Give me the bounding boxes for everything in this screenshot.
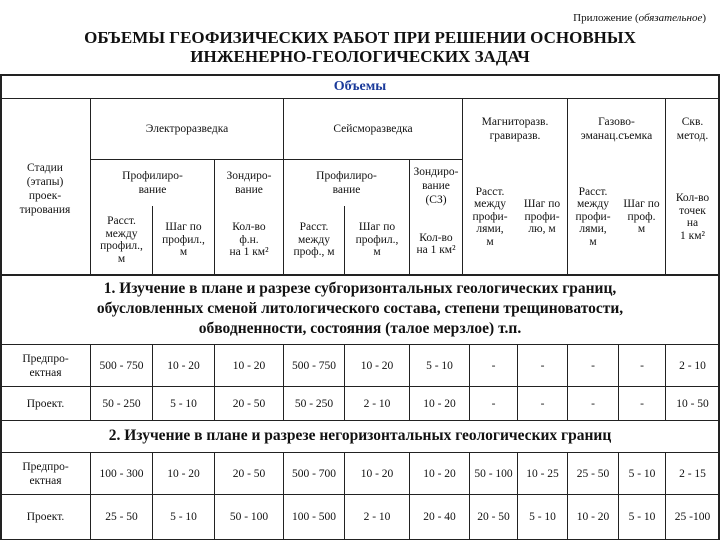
cell: - [591,359,595,372]
row-1-stage: Предпро- ектная [22,352,69,379]
cell: 10 - 20 [360,359,394,372]
col-seismo-line-spacing: Расст. между проф., м [293,221,335,259]
col-seismo-count: Кол-во на 1 км² [416,231,456,256]
cell: 10 - 20 [167,359,200,372]
electro-sounding-header: Зондиро- вание [226,170,272,196]
col-electro-step: Шаг по профил., м [162,221,205,259]
title-line-1: ОБЪЕМЫ ГЕОФИЗИЧЕСКИХ РАБОТ ПРИ РЕШЕНИИ ОСНОВНЫХ [84,28,636,47]
seismo-profiling-header: Профилиро- вание [316,170,377,196]
electro-profiling-header: Профилиро- вание [122,170,183,196]
cell: 500 - 700 [291,467,337,480]
cell: 100 - 300 [99,467,144,480]
cell: - [491,397,496,410]
stages-header: Стадии (этапы) проек- тирования [19,162,71,216]
col-magnet-step: Шаг по профи- лю, м [523,198,561,236]
cell: - [640,359,644,372]
seismo-sounding-header: Зондиро- вание (СЗ) [413,166,459,206]
cell: - [640,397,644,410]
cell: 2 - 15 [679,467,706,480]
cell: 20 - 50 [477,511,510,523]
cell: - [540,359,545,372]
cell: 5 - 10 [426,359,453,372]
cell: 5 - 10 [628,511,656,523]
cell: 10 - 20 [423,467,456,480]
group-seismo: Сейсморазведка [333,123,413,135]
cell: 25 - 50 [576,467,610,480]
volumes-table [0,74,720,540]
group-magnet: Магниторазв. гравиразв. [481,116,549,142]
cell: 2 - 10 [679,359,706,372]
cell: 2 - 10 [363,397,391,410]
title-line-2: ИНЖЕНЕРНО-ГЕОЛОГИЧЕСКИХ ЗАДАЧ [190,47,530,66]
cell: 10 - 20 [360,467,394,480]
volumes-caption: Объемы [333,78,387,94]
cell: 5 - 10 [170,397,197,410]
col-electro-line-spacing: Расст. между профил., м [100,215,143,265]
group-well: Скв. метод. [676,116,709,142]
appendix-note: обязательное [638,12,703,24]
cell: 5 - 10 [628,467,656,480]
cell: 10 - 20 [232,359,266,372]
document-title [0,28,720,66]
cell: 50 - 100 [474,467,513,480]
col-gas-line-spacing: Расст. между профи- лями, м [575,185,611,248]
cell: 5 - 10 [170,511,197,523]
row-3-stage: Предпро- ектная [22,460,69,487]
cell: 10 - 20 [576,511,610,523]
cell: 20 - 50 [232,397,266,410]
cell: 10 - 50 [676,397,709,410]
cell: 50 - 100 [229,511,269,523]
cell: 100 - 500 [291,511,337,523]
col-seismo-step: Шаг по профил., м [355,221,399,259]
cell: 2 - 10 [363,511,391,523]
cell: 50 - 250 [294,397,334,410]
group-gas: Газово- эманац.съемка [580,116,653,142]
col-well-points-count: Кол-во точек на 1 км² [675,192,710,242]
cell: 20 - 40 [423,511,456,523]
group-electro: Электроразведка [145,123,229,135]
appendix-label: Приложение (обязательное) [573,12,706,24]
cell: - [491,359,496,372]
cell: 5 - 10 [529,511,556,523]
cell: 25 -100 [674,511,711,523]
cell: 10 - 20 [167,467,200,480]
col-gas-step: Шаг по проф. м [623,198,660,236]
cell: 10 - 25 [526,467,559,480]
cell: 25 - 50 [105,511,138,523]
row-4-stage: Проект. [26,511,65,523]
cell: 20 - 50 [232,467,266,480]
cell: 500 - 750 [291,359,337,372]
cell: - [591,397,595,410]
col-electro-points-count: Кол-во ф.н. на 1 км² [229,221,269,259]
section-1-title: 1. Изучение в плане и разрезе субгоризонтальных геологических границ, обусловленных сменой литологического состава, степени трещиноватости, обводненности, состояния (талое мерзлое) т.п. [96,280,624,337]
row-2-stage: Проект. [26,397,65,410]
cell: 50 - 250 [102,397,141,410]
section-2-title: 2. Изучение в плане и разрезе негоризонтальных геологических границ [108,427,612,444]
col-magnet-line-spacing: Расст. между профи- лями, м [472,185,508,248]
cell: 500 - 750 [99,359,144,372]
cell: - [540,397,545,410]
cell: 10 - 20 [423,397,456,410]
